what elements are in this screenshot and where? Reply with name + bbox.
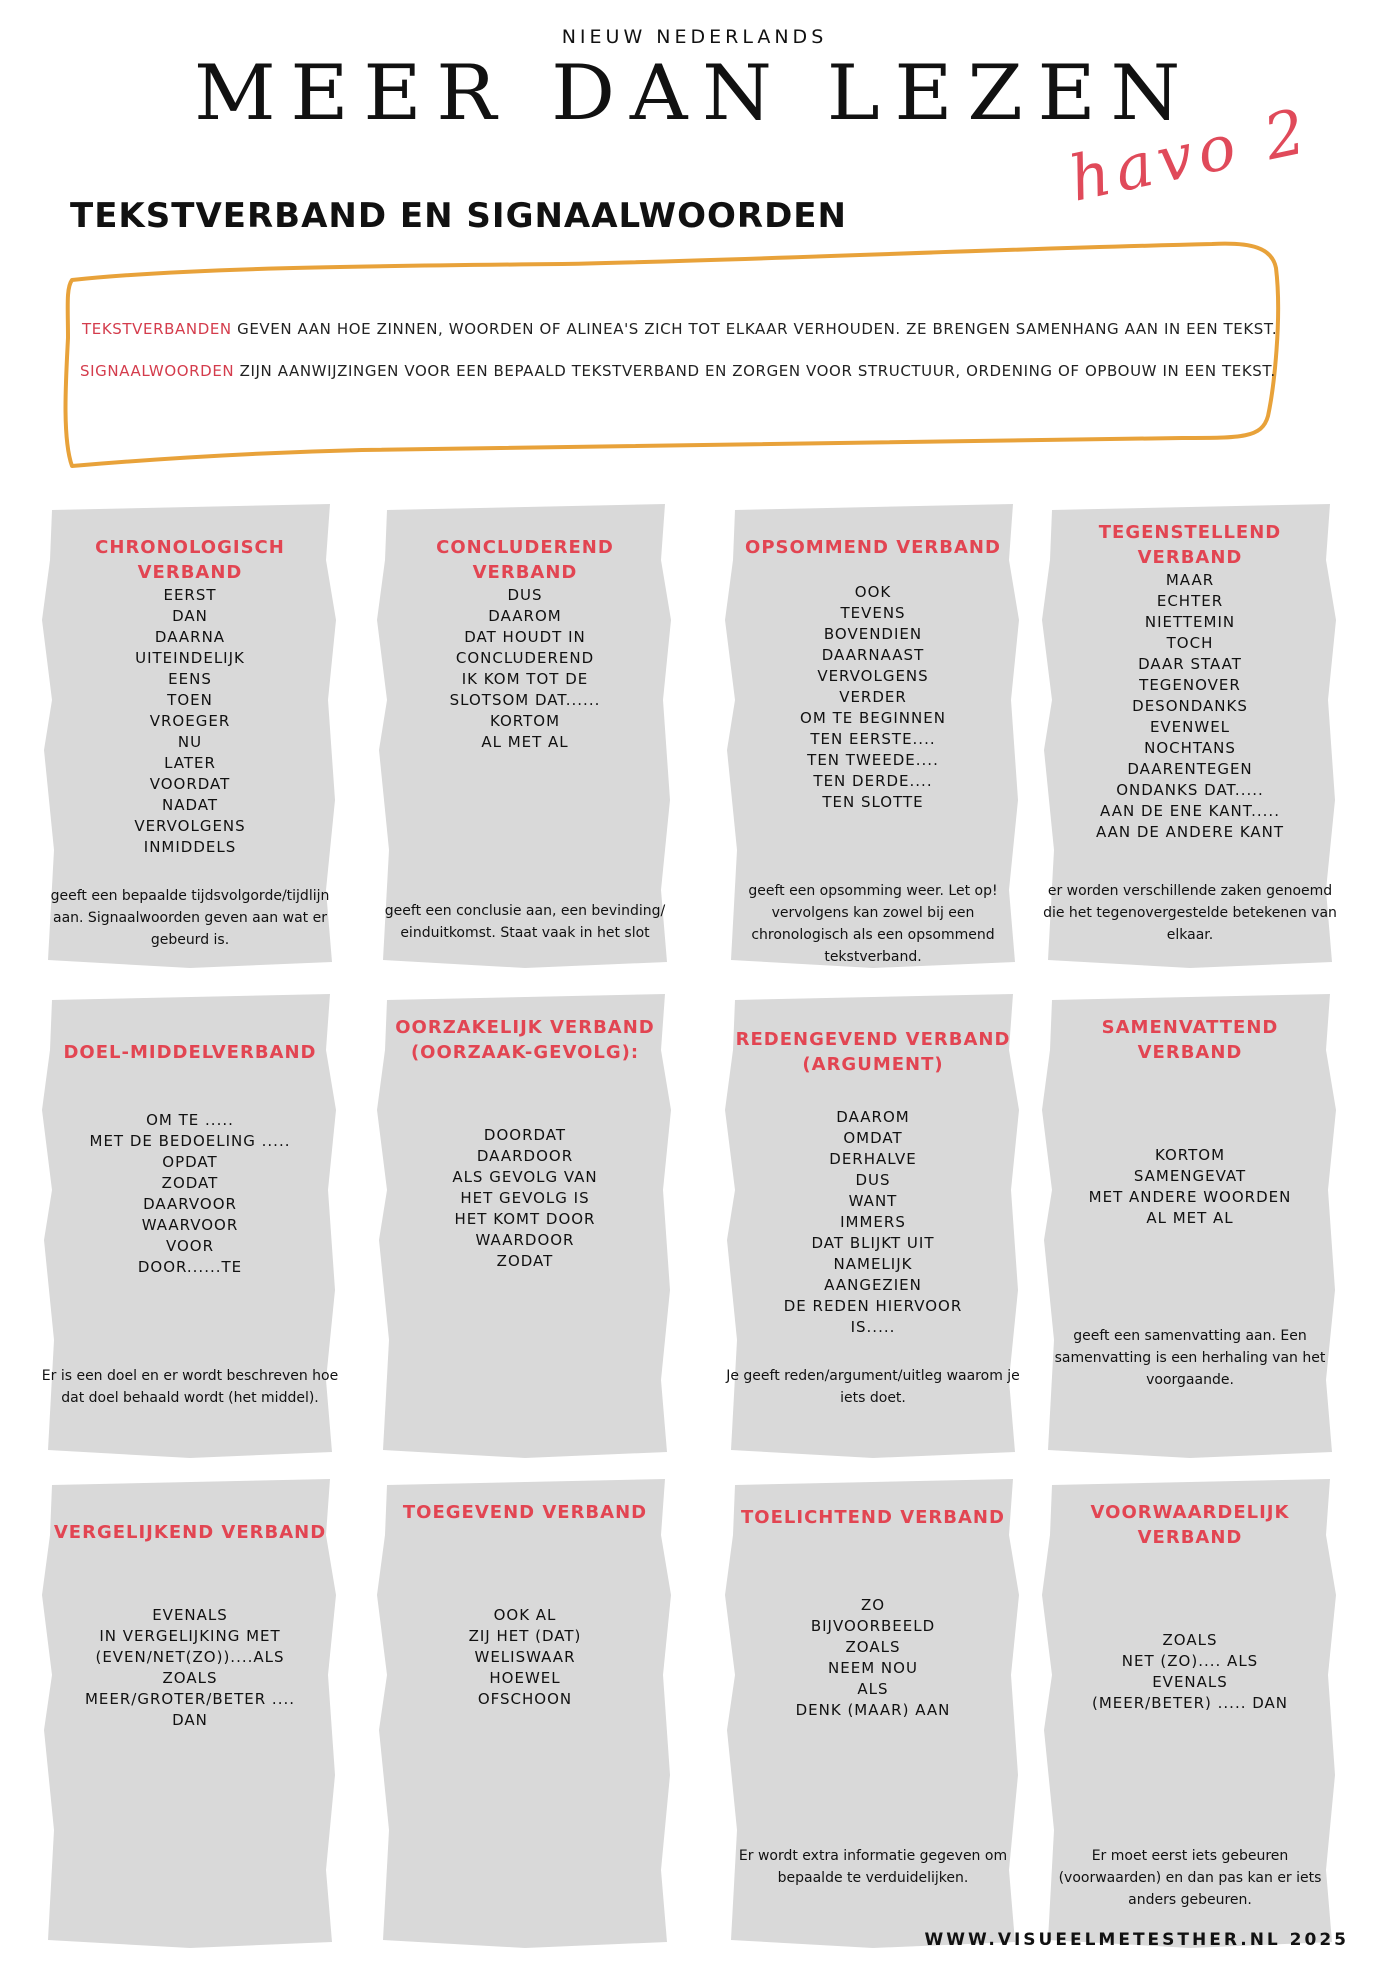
signal-word: ZO — [860, 1596, 886, 1614]
signal-word: LATER — [164, 754, 216, 772]
signal-word: VOORDAT — [149, 775, 231, 793]
card-description: Er wordt extra informatie gegeven om bepaalde te verduidelijken. — [738, 1848, 1008, 1886]
signal-word: DAAROM — [836, 1108, 910, 1126]
signal-word: EERST — [163, 586, 217, 604]
signal-word: ECHTER — [1156, 592, 1224, 610]
signal-word: AANGEZIEN — [824, 1276, 922, 1294]
card-tegenstellend-verband — [1040, 500, 1340, 970]
card-samenvattend-verband — [1040, 990, 1340, 1460]
signal-word: DAN — [172, 1711, 208, 1729]
signal-word: OOK AL — [493, 1606, 557, 1624]
subject-label: NIEUW NEDERLANDS — [561, 26, 828, 48]
card-description: geeft een opsomming weer. Let op! vervolgens kan zowel bij een chronologisch als een opsommend tekstverband. — [748, 883, 998, 965]
signal-word: EENS — [168, 670, 212, 688]
card-description: geeft een conclusie aan, een bevinding/ einduitkomst. Staat vaak in het slot — [384, 903, 666, 941]
card-chronologisch-verband — [40, 500, 340, 970]
signal-word: DOOR......TE — [137, 1258, 243, 1276]
signal-word-list — [40, 585, 340, 858]
card-content — [723, 1475, 1023, 1721]
signal-word: IS..... — [850, 1318, 896, 1336]
signal-word: DE REDEN HIERVOOR — [783, 1297, 963, 1315]
intro-line-1 — [82, 320, 1277, 338]
intro-line-2 — [80, 362, 1276, 380]
card-title: TEGENSTELLEND VERBAND — [1098, 522, 1282, 568]
signal-word: DESONDANKS — [1132, 697, 1248, 715]
card-title: VOORWAARDELIJK VERBAND — [1090, 1502, 1290, 1548]
signal-word: DAT BLIJKT UIT — [811, 1234, 935, 1252]
signal-word: AAN DE ANDERE KANT — [1095, 823, 1285, 841]
card-title: REDENGEVEND VERBAND (ARGUMENT) — [735, 1029, 1011, 1075]
signal-word: VERDER — [839, 688, 907, 706]
signal-word: ZOALS — [1162, 1631, 1218, 1649]
signal-word: DUS — [507, 586, 543, 604]
signal-word: DENK (MAAR) AAN — [795, 1701, 951, 1719]
signal-word: INMIDDELS — [143, 838, 237, 856]
signal-word: TEVENS — [840, 604, 906, 622]
card-content — [40, 500, 340, 858]
card-opsommend-verband — [723, 500, 1023, 970]
signal-word: SAMENGEVAT — [1133, 1167, 1247, 1185]
intro-term-1: TEKSTVERBANDEN — [82, 320, 232, 338]
card-content — [375, 1475, 675, 1710]
page-title: MEER DAN LEZEN — [193, 48, 1196, 137]
card-content — [1040, 500, 1340, 843]
card-description: er worden verschillende zaken genoemd die het tegenovergestelde betekenen van elkaar. — [1043, 883, 1337, 943]
signal-word: NAMELIJK — [833, 1255, 913, 1273]
card-description: Er moet eerst iets gebeuren (voorwaarden) en dan pas kan er iets anders gebeuren. — [1058, 1848, 1322, 1908]
intro-text-2: ZIJN AANWIJZINGEN VOOR EEN BEPAALD TEKSTVERBAND EN ZORGEN VOOR STRUCTUUR, ORDENING OF OPBOUW IN EEN TEKST. — [234, 362, 1276, 380]
signal-word: VROEGER — [149, 712, 231, 730]
card-concluderend-verband — [375, 500, 675, 970]
signal-word: NET (ZO).... ALS — [1121, 1652, 1259, 1670]
signal-word: MEER/GROTER/BETER .... — [84, 1690, 295, 1708]
card-redengevend-verband-argument — [723, 990, 1023, 1460]
card-content — [723, 500, 1023, 813]
signal-word: WAARVOOR — [141, 1216, 239, 1234]
card-title: TOEGEVEND VERBAND — [402, 1502, 648, 1523]
signal-word: OPDAT — [162, 1153, 218, 1171]
card-description: geeft een samenvatting aan. Een samenvatting is een herhaling van het voorgaande. — [1054, 1328, 1326, 1388]
signal-word: TEN EERSTE.... — [810, 730, 936, 748]
signal-word: BOVENDIEN — [823, 625, 923, 643]
signal-word: WELISWAAR — [474, 1648, 576, 1666]
card-content — [375, 500, 675, 753]
signal-word: HOEWEL — [489, 1669, 561, 1687]
signal-word: ZODAT — [496, 1252, 554, 1270]
signal-word: NADAT — [161, 796, 219, 814]
footer-website: WWW.VISUEELMETESTHER.NL 2025 — [924, 1930, 1349, 1950]
signal-word: OFSCHOON — [477, 1690, 573, 1708]
card-doel-middelverband — [40, 990, 340, 1460]
signal-word-list — [40, 1110, 340, 1278]
signal-word: HET GEVOLG IS — [460, 1189, 590, 1207]
signal-word: KORTOM — [489, 712, 561, 730]
card-title: OPSOMMEND VERBAND — [745, 537, 1001, 558]
signal-word: OMDAT — [843, 1129, 903, 1147]
signal-word: CONCLUDEREND — [455, 649, 595, 667]
card-title: CHRONOLOGISCH VERBAND — [95, 537, 285, 583]
signal-word: TEN DERDE.... — [813, 772, 933, 790]
signal-word-list — [1040, 570, 1340, 843]
intro-frame-stroke — [66, 244, 1279, 466]
signal-word: DAARENTEGEN — [1127, 760, 1253, 778]
card-description: geeft een bepaalde tijdsvolgorde/tijdlijn aan. Signaalwoorden geven aan wat er gebeurd is. — [50, 888, 330, 948]
signal-word: AAN DE ENE KANT..... — [1100, 802, 1280, 820]
card-content — [40, 1475, 340, 1731]
signal-word: DOORDAT — [483, 1126, 567, 1144]
signal-word-list — [40, 1605, 340, 1731]
signal-word-list — [375, 1605, 675, 1710]
card-description: Er is een doel en er wordt beschreven hoe dat doel behaald wordt (het middel). — [41, 1368, 339, 1406]
section-heading: TEKSTVERBAND EN SIGNAALWOORDEN — [70, 196, 847, 236]
card-content — [40, 990, 340, 1278]
signal-word-list — [1040, 1630, 1340, 1714]
signal-word: EVENWEL — [1149, 718, 1231, 736]
intro-term-2: SIGNAALWOORDEN — [80, 362, 235, 380]
signal-word: ALS — [857, 1680, 889, 1698]
signal-word: NU — [177, 733, 203, 751]
signal-word: OM TE ..... — [146, 1111, 234, 1129]
signal-word: IMMERS — [840, 1213, 906, 1231]
signal-word: MET DE BEDOELING ..... — [89, 1132, 291, 1150]
card-title: TOELICHTEND VERBAND — [741, 1507, 1005, 1528]
signal-word: DAAR STAAT — [1138, 655, 1242, 673]
signal-word: DAARVOOR — [143, 1195, 237, 1213]
signal-word: UITEINDELIJK — [135, 649, 245, 667]
intro-frame — [62, 238, 1290, 470]
signal-word: ZIJ HET (DAT) — [468, 1627, 582, 1645]
signal-word: ZODAT — [161, 1174, 219, 1192]
card-title: SAMENVATTEND VERBAND — [1101, 1017, 1279, 1063]
signal-word: HET KOMT DOOR — [454, 1210, 596, 1228]
card-content — [1040, 1475, 1340, 1714]
signal-word: DAARNA — [154, 628, 226, 646]
card-title: VERGELIJKEND VERBAND — [53, 1522, 327, 1543]
signal-word: ZOALS — [162, 1669, 218, 1687]
card-voorwaardelijk-verband — [1040, 1475, 1340, 1950]
intro-box — [62, 238, 1290, 470]
signal-word: NIETTEMIN — [1144, 613, 1236, 631]
signal-word-list — [375, 1125, 675, 1272]
signal-word: TOCH — [1166, 634, 1214, 652]
signal-word-list — [723, 1107, 1023, 1338]
card-title: CONCLUDEREND VERBAND — [436, 537, 614, 583]
signal-word: MAAR — [1165, 571, 1215, 589]
signal-word: NEEM NOU — [828, 1659, 918, 1677]
signal-word: DAN — [172, 607, 208, 625]
signal-word: TOEN — [167, 691, 213, 709]
signal-word: OOK — [854, 583, 892, 601]
signal-word-list — [723, 1595, 1023, 1721]
card-vergelijkend-verband — [40, 1475, 340, 1950]
signal-word-list — [1040, 1145, 1340, 1229]
card-description: Je geeft reden/argument/uitleg waarom je iets doet. — [726, 1368, 1020, 1406]
signal-word: AL MET AL — [1146, 1209, 1234, 1227]
card-content — [375, 990, 675, 1272]
signal-word: EVENALS — [1152, 1673, 1228, 1691]
signal-word: DERHALVE — [829, 1150, 917, 1168]
signal-word-list — [375, 585, 675, 753]
signal-word: VOOR — [165, 1237, 215, 1255]
signal-word: AL MET AL — [481, 733, 569, 751]
signal-word: VERVOLGENS — [817, 667, 929, 685]
signal-word: ONDANKS DAT..... — [1116, 781, 1264, 799]
level-handwriting: havo 2 — [1063, 93, 1318, 216]
signal-word: ZOALS — [845, 1638, 901, 1656]
card-title: OORZAKELIJK VERBAND (OORZAAK-GEVOLG): — [395, 1017, 655, 1063]
signal-word: NOCHTANS — [1144, 739, 1236, 757]
signal-word-list — [723, 582, 1023, 813]
signal-word: KORTOM — [1154, 1146, 1226, 1164]
signal-word: VERVOLGENS — [134, 817, 246, 835]
card-toegevend-verband — [375, 1475, 675, 1950]
signal-word: MET ANDERE WOORDEN — [1088, 1188, 1292, 1206]
signal-word: DAAROM — [488, 607, 562, 625]
card-oorzakelijk-verband-oorzaak-ge — [375, 990, 675, 1460]
card-content — [723, 990, 1023, 1338]
signal-word: (MEER/BETER) ..... DAN — [1091, 1694, 1289, 1712]
signal-word: WANT — [848, 1192, 898, 1210]
signal-word: DAARDOOR — [476, 1147, 574, 1165]
signal-word: ALS GEVOLG VAN — [452, 1168, 598, 1186]
signal-word: TEGENOVER — [1139, 676, 1241, 694]
intro-text-1: GEVEN AAN HOE ZINNEN, WOORDEN OF ALINEA'S ZICH TOT ELKAAR VERHOUDEN. ZE BRENGEN SAMENHANG AAN IN EEN TEKST. — [231, 320, 1278, 338]
signal-word: OM TE BEGINNEN — [800, 709, 946, 727]
signal-word: TEN TWEEDE.... — [807, 751, 939, 769]
card-content — [1040, 990, 1340, 1229]
signal-word: IN VERGELIJKING MET — [99, 1627, 281, 1645]
signal-word: DAT HOUDT IN — [464, 628, 586, 646]
card-toelichtend-verband — [723, 1475, 1023, 1950]
signal-word: (EVEN/NET(ZO))....ALS — [95, 1648, 285, 1666]
signal-word: SLOTSOM DAT...... — [449, 691, 601, 709]
signal-word: DUS — [855, 1171, 891, 1189]
signal-word: DAARNAAST — [821, 646, 925, 664]
card-title: DOEL-MIDDELVERBAND — [63, 1042, 317, 1063]
signal-word: EVENALS — [152, 1606, 228, 1624]
signal-word: WAARDOOR — [475, 1231, 575, 1249]
signal-word: TEN SLOTTE — [822, 793, 924, 811]
signal-word: IK KOM TOT DE — [461, 670, 589, 688]
signal-word: BIJVOORBEELD — [810, 1617, 936, 1635]
